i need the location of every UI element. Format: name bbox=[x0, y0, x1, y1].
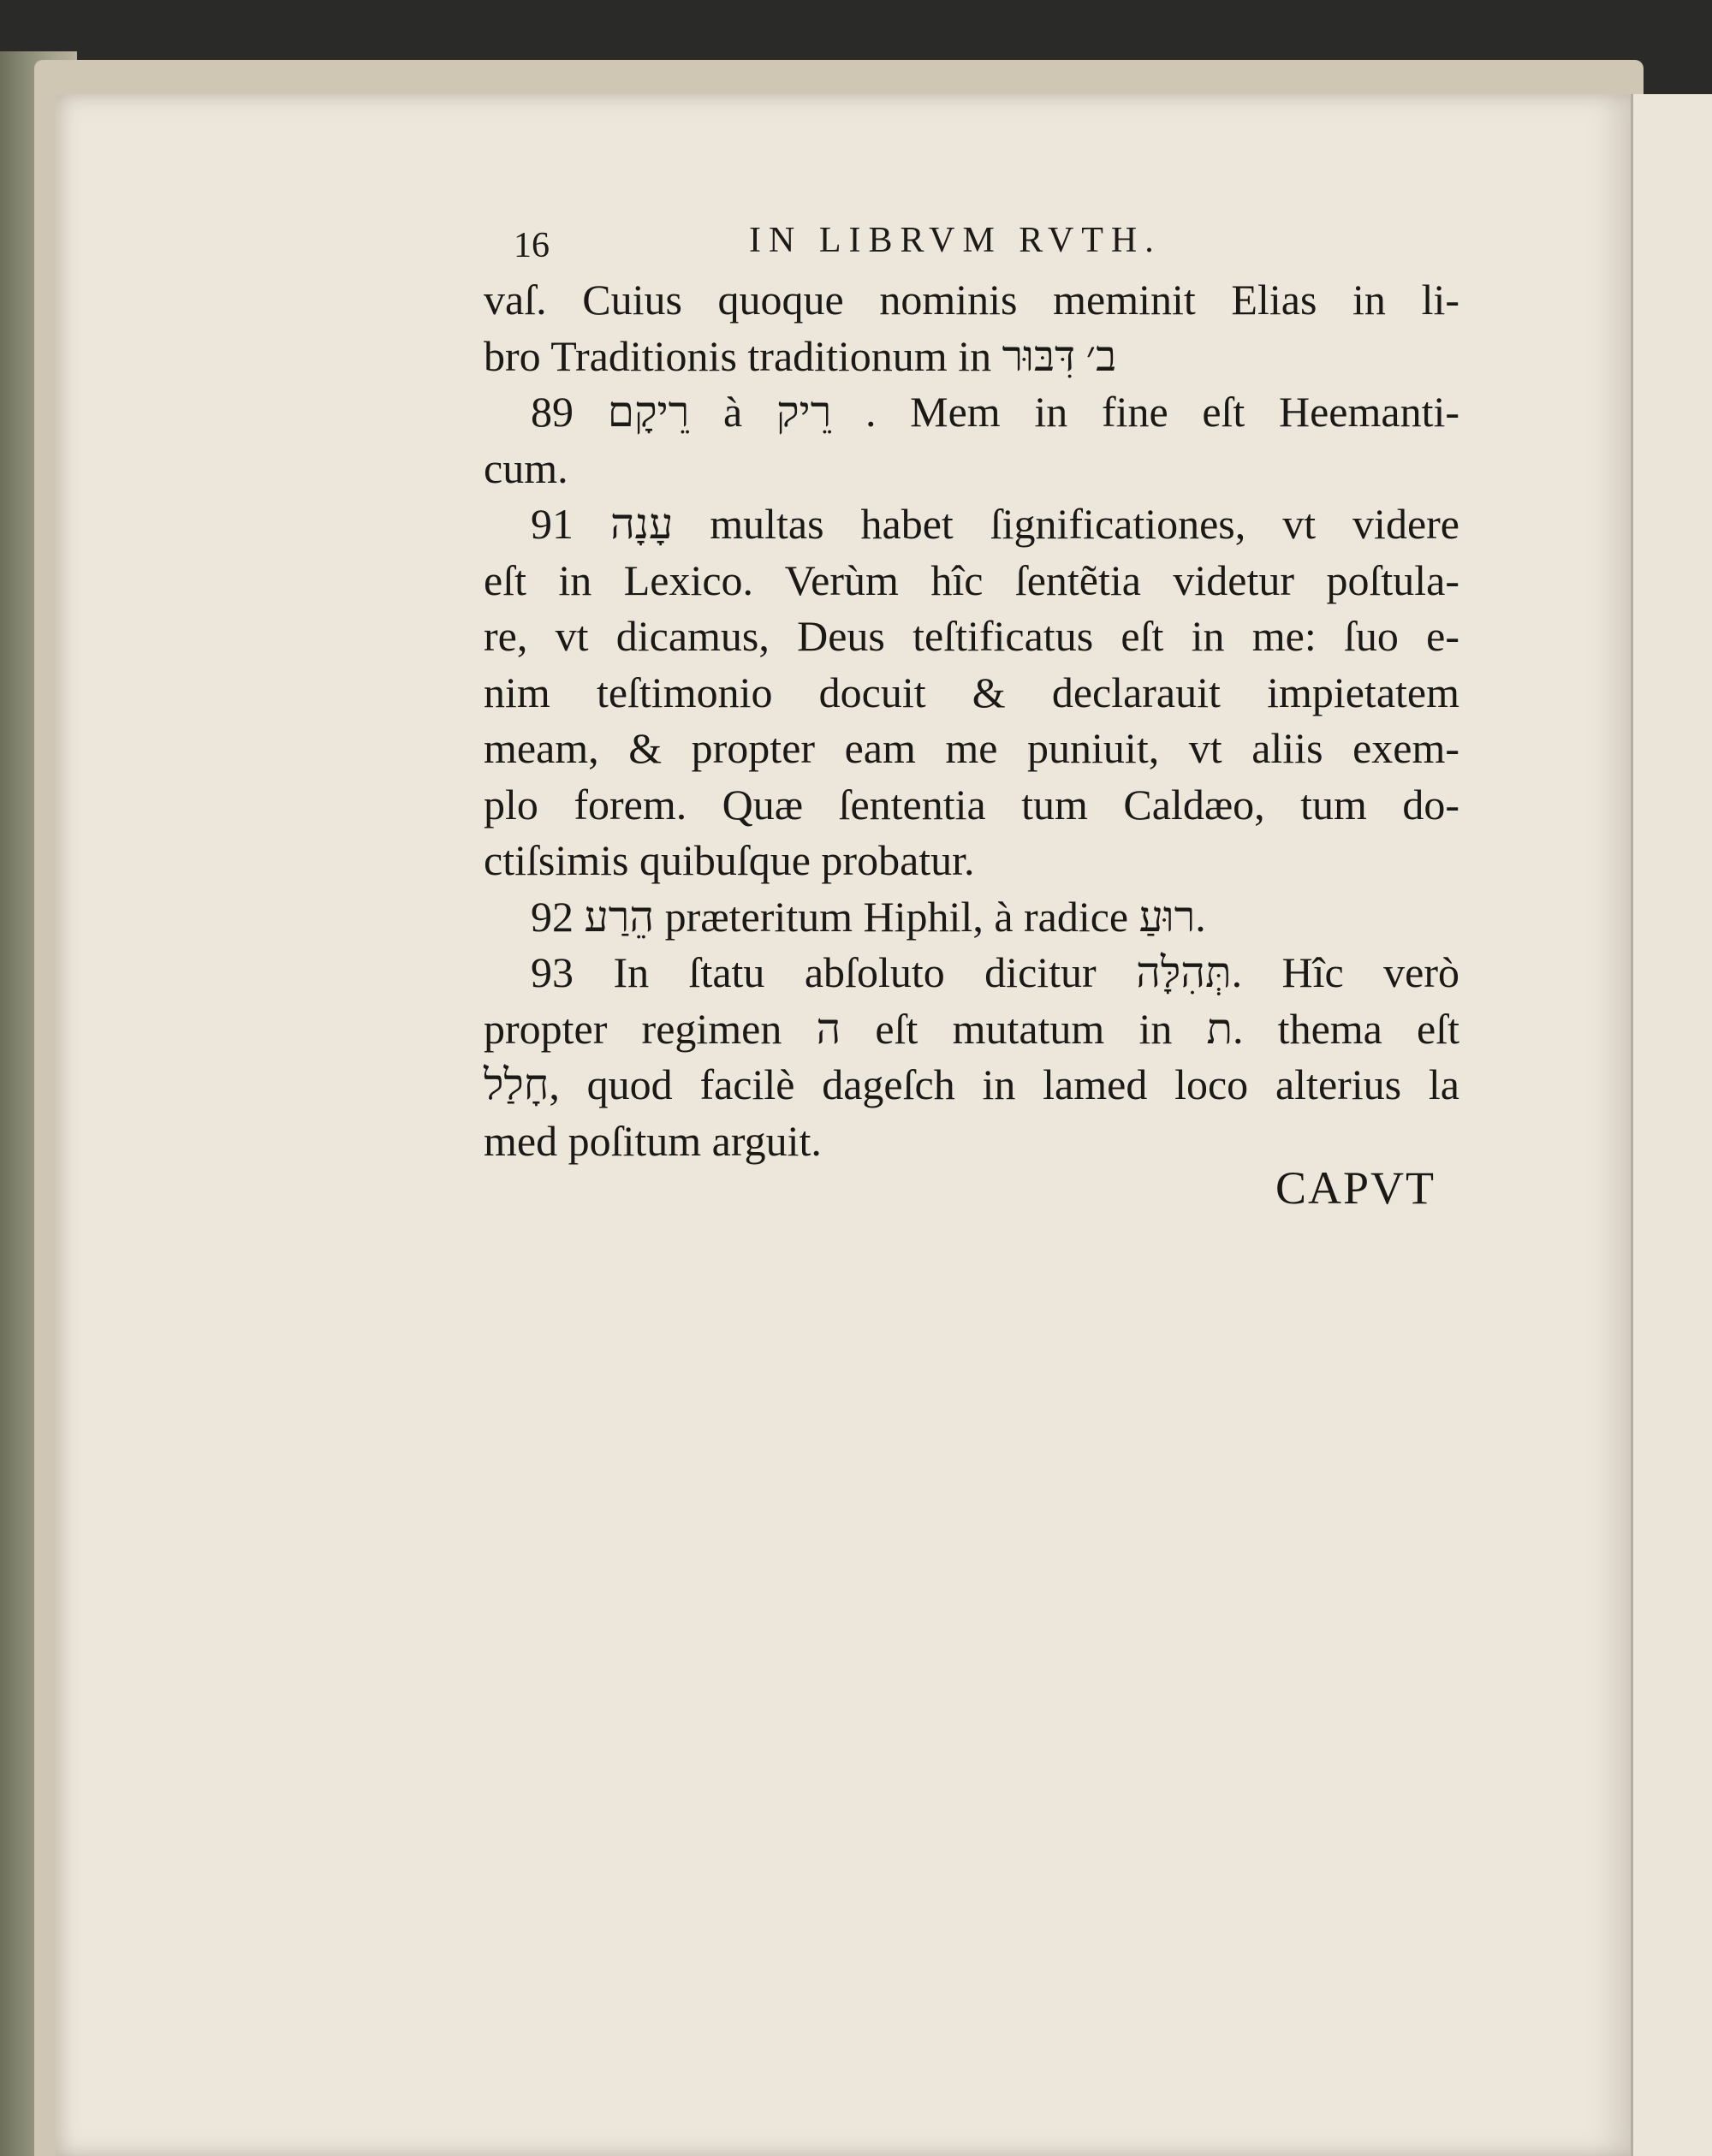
text-line: 92 הֵרַע præteritum Hiphil, à radice רוּעַ. bbox=[531, 892, 1206, 941]
text-line: nim teſtimonio docuit & declarauit impietatem bbox=[484, 668, 1459, 716]
text-line: 91 עָנָה multas habet ſignificationes, vt videre bbox=[531, 500, 1459, 548]
page-number: 16 bbox=[514, 226, 550, 265]
text-line: plo forem. Quæ ſententia tum Caldæo, tum do- bbox=[484, 780, 1459, 829]
text-line: med poſitum arguit. bbox=[484, 1116, 822, 1165]
text-line: 93 In ſtatu abſoluto dicitur תְּהִלָּה. Hîc verò bbox=[531, 948, 1459, 996]
body-text bbox=[484, 272, 1459, 1169]
text-line: ctiſsimis quibuſque probatur. bbox=[484, 836, 975, 884]
page-header bbox=[484, 220, 1442, 271]
text-line: eſt in Lexico. Verùm hîc ſentẽtia videtur poſtula- bbox=[484, 555, 1459, 604]
text-line: 89 רֵיקָם à רֵיק . Mem in fine eſt Heemanti- bbox=[531, 388, 1460, 436]
text-line: vaſ. Cuius quoque nominis meminit Elias in li- bbox=[484, 276, 1459, 324]
text-line: re, vt dicamus, Deus teſtificatus eſt in me: ſuo e- bbox=[484, 612, 1459, 660]
running-head: IN LIBRVM RVTH. bbox=[749, 221, 1162, 260]
catchword: CAPVT bbox=[1275, 1162, 1436, 1214]
text-line: meam, & propter eam me puniuit, vt aliis exem- bbox=[484, 724, 1459, 772]
text-line: חָלַל, quod facilè dageſch in lamed loco alterius la bbox=[484, 1060, 1459, 1108]
text-line: propter regimen ה eſt mutatum in ת. thema eſt bbox=[484, 1004, 1459, 1053]
text-line: bro Traditionis traditionum in ב׳ דִּבּוּר bbox=[484, 331, 1117, 380]
text-line: cum. bbox=[484, 443, 568, 492]
facing-page-edge bbox=[1631, 94, 1712, 2156]
